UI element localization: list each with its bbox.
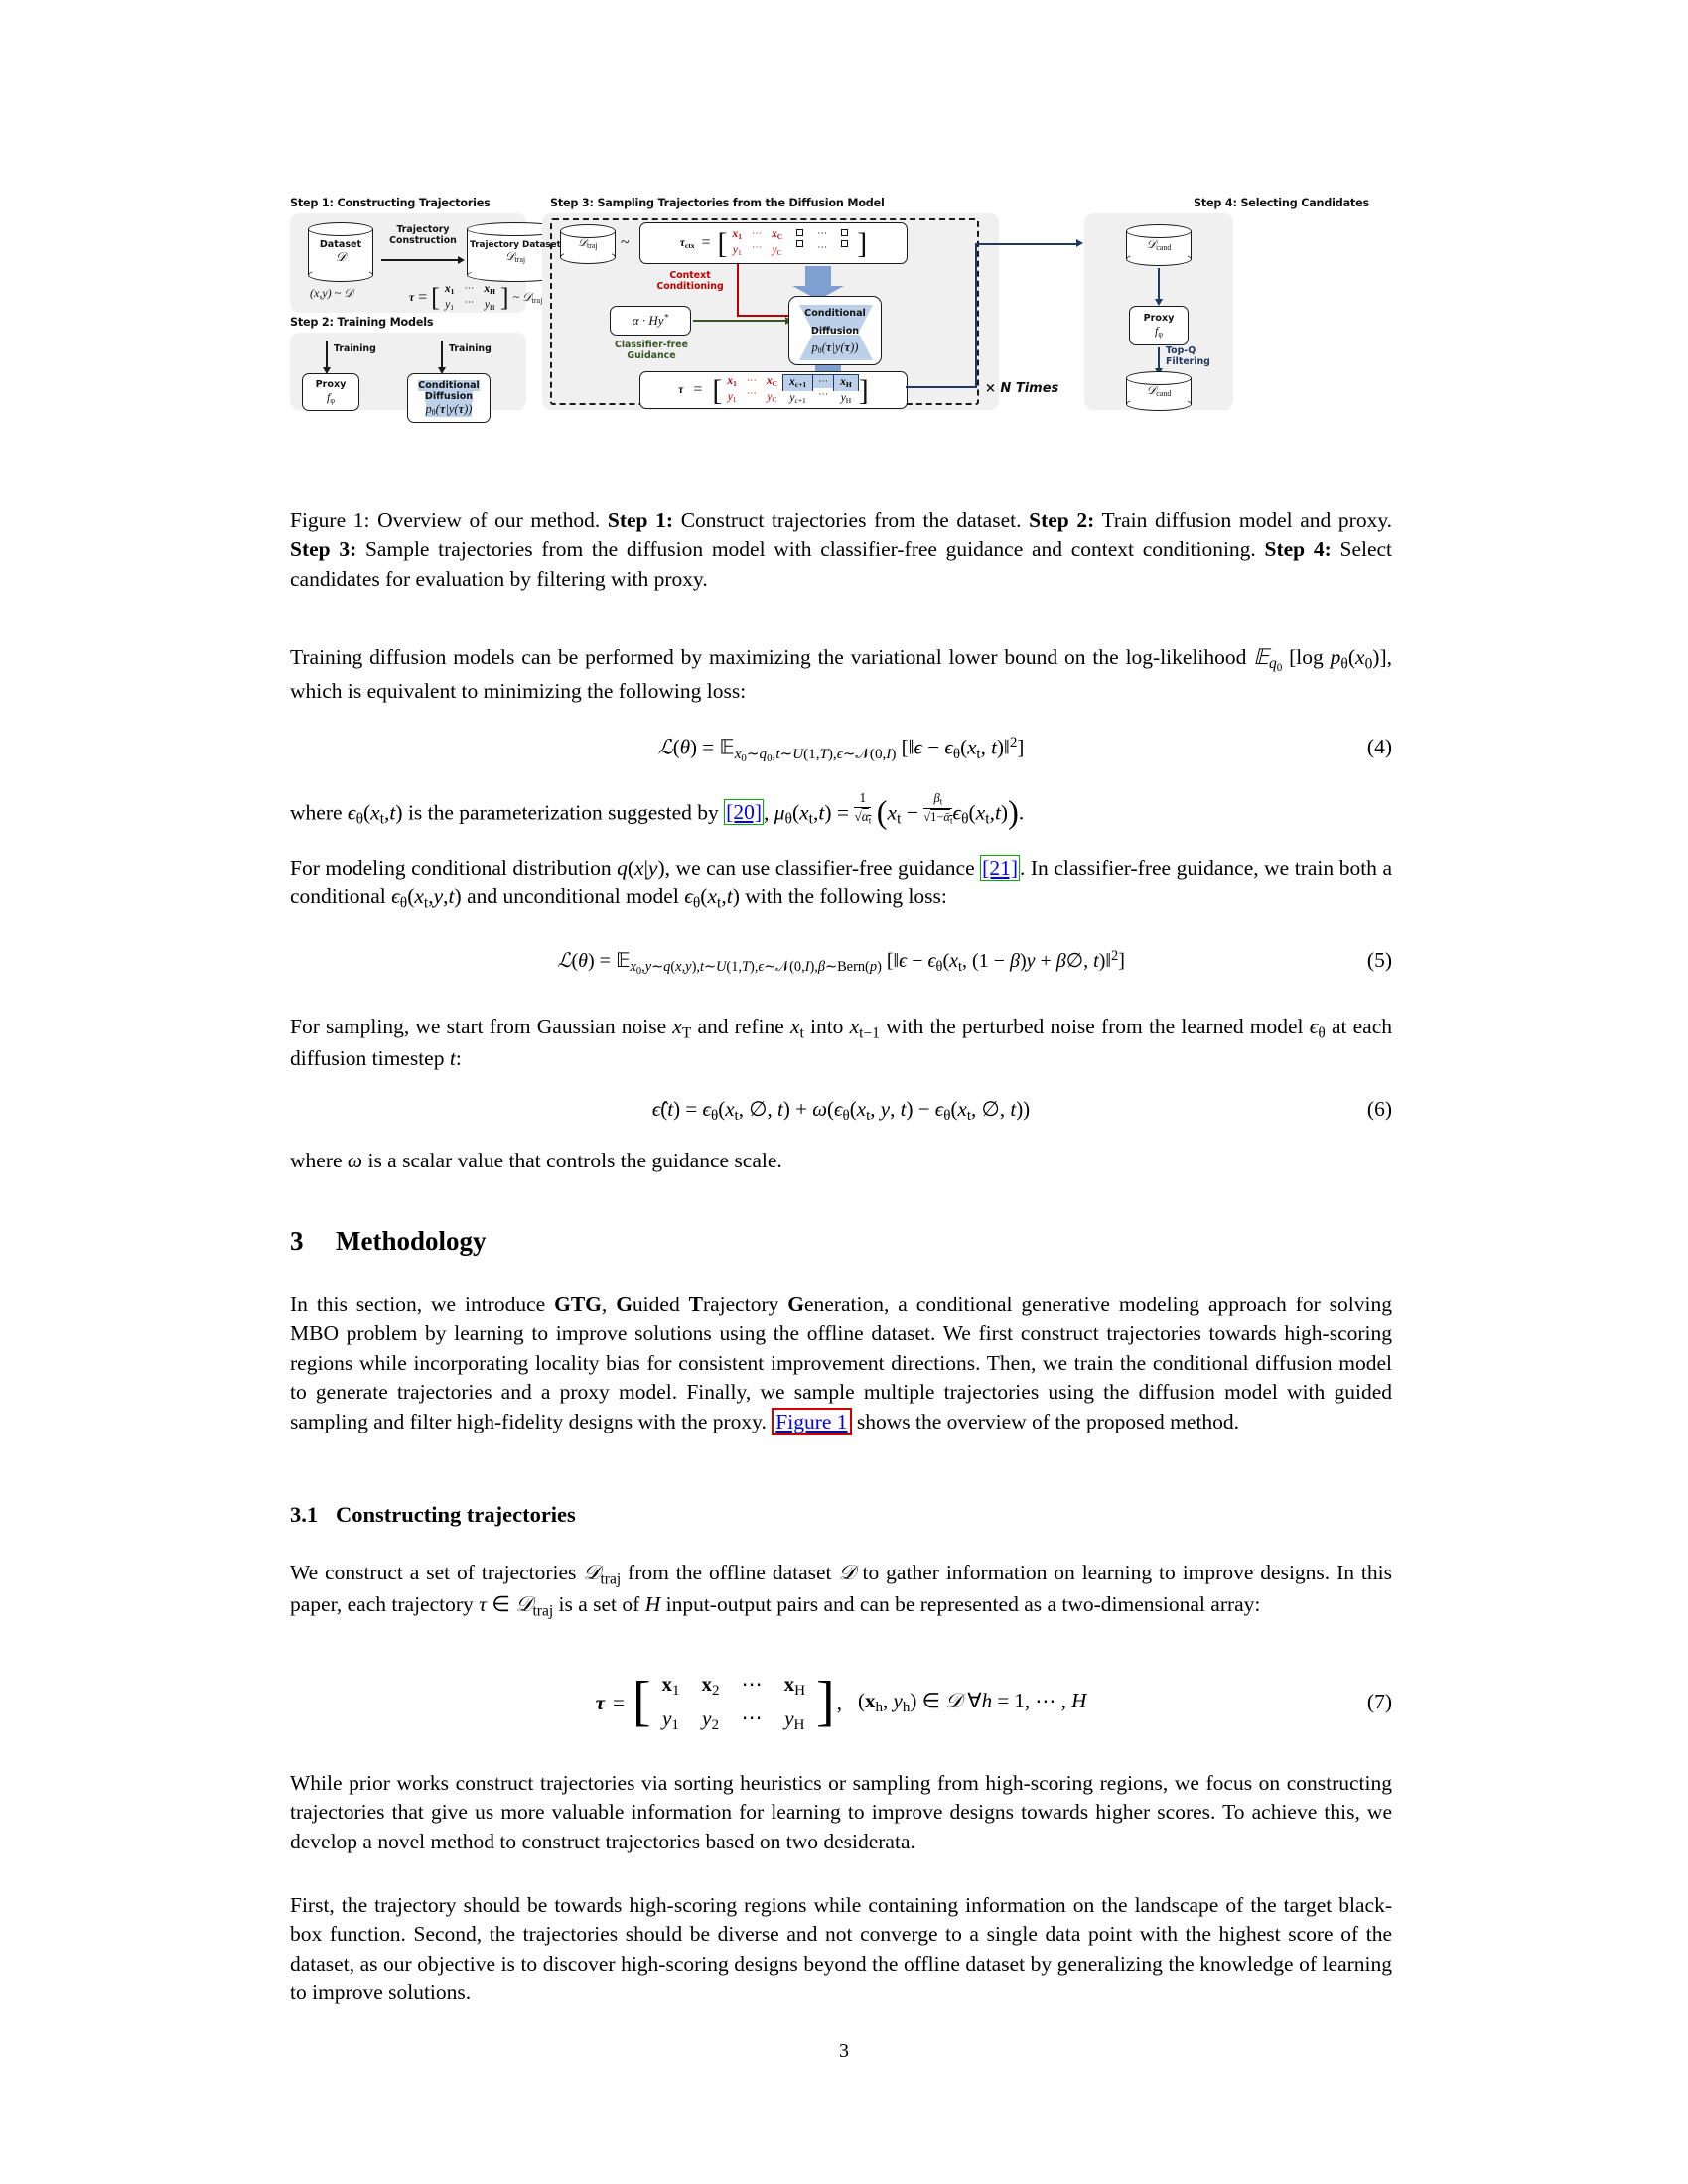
trajectory-dataset-label: Trajectory Dataset [470,239,561,250]
proxy-symbol-step2: $f_\varphi$ [327,390,335,405]
trajectory-dataset-symbol: 𝒟$_{traj}$ [504,248,526,264]
gtg-g2: G [787,1293,804,1316]
s3-p1-b: , [601,1293,617,1316]
caption-step2-text: Train diffusion model and proxy. [1101,508,1393,532]
gtg-rajectory: rajectory [702,1293,788,1316]
p1-part-a: Training diffusion models can be performed by maximizing the variational lower bound on the log-likelihood [290,645,1254,669]
aggregate-arrowhead [1076,239,1083,247]
proxy-symbol-step4: $f_\varphi$ [1155,324,1163,339]
proxy-box-step4 [1129,306,1189,345]
equation-4: ℒ(θ) = 𝔼$_{x_0\sim q_0,t\sim U(1,T),\epsilon\sim 𝒩(0,I)}$ [‖ϵ − $\epsilon_\theta(x_t$, t)‖$^2$] (4) [657,735,1392,764]
caption-step3-bold: Step 3: [290,537,357,562]
equation-7: τ = [ $x_1$ $y_1$ $x_2$ $y_2$ ⋯ ⋯ $x_H$ $y_H$ ] , ($x_h$, $y_h$) ∈ 𝒟 ∀h = 1, ⋯ , H (7) [595,1671,1392,1734]
aggregate-line-v [975,243,977,388]
gtg-uided: uided [632,1293,689,1316]
equation-6: ϵ̂(t) = $\epsilon_\theta(x_t$, ∅, $t) + \omega(\epsilon_\theta(x_t$, y, $t) - \epsilon_\theta(x_t$, ∅, t)) (6) [651,1097,1392,1125]
figure-1-reference-link[interactable]: Figure 1 [772,1408,851,1435]
page-number: 3 [839,2040,849,2062]
s31-p1-e: is a set of [553,1591,645,1616]
s3-p1-a: In this section, we introduce [290,1293,555,1316]
tau-output-matrix-box: τ = [ x1 y1 ⋯ ⋯ xC yC xc+1 yc+1 ⋯ ⋯ xH yH ] [639,371,908,409]
section-3-title: Methodology [336,1226,487,1256]
p3-part-a: For modeling conditional distribution [290,856,618,880]
equation-5-number: (5) [1366,948,1392,972]
gtg-g1: G [616,1293,633,1316]
construction-arrow [381,259,459,261]
step3-title: Step 3: Sampling Trajectories from the Diffusion Model [550,197,885,209]
s31-p1-a: We construct a set of trajectories [290,1561,584,1584]
s31-p1-c: to gather information on learning to improve designs. In this paper, each trajectory [290,1561,1392,1616]
trajectory-construction-label: Trajectory Construction [389,224,457,247]
paragraph-prior-works: While prior works construct trajectories via sorting heuristics or sampling from high-scoring regions, we focus on constructing trajectories that give us more valuable information for learning to improve designs towards higher scores. To achieve this, we develop a novel method to construct trajectories based on two desiderata. [290,1771,1392,1853]
context-conditioning-line-v [737,264,739,316]
equation-6-number: (6) [1366,1097,1392,1121]
training-label-right: Training [449,343,492,354]
proxy-box-step2 [302,373,359,411]
paragraph-parameterization: where $\epsilon_\theta(x_t,t)$ is the parameterization suggested by [20], $\mu_\theta(x_t,t)$ = $\frac{1}{√\alpha_t}$ ($x_t$ − $\frac{\beta_t}{√1-ᾱ_t}$ $\epsilon_\theta(x_t,t)$). [290,790,1025,831]
context-conditioning-label: Context Conditioning [656,270,724,293]
gtg-t: T [688,1293,703,1316]
candidate-cylinder-bottom [1126,371,1192,411]
proxy-label-step2: Proxy [315,379,347,390]
section-3-1-heading [290,1502,1392,1528]
gtg-eneration: eneration [804,1293,884,1316]
caption-step1-text: Construct trajectories from the dataset. [680,508,1022,532]
training-label-left: Training [334,343,376,354]
candidate-top-symbol: 𝒟$_{cand}$ [1146,236,1172,252]
aggregate-line-h1 [906,386,977,388]
candidate-bottom-symbol: 𝒟$_{cand}$ [1146,382,1172,398]
p2-part-a: where [290,800,348,825]
paragraph-guidance-scale: where ω is a scalar value that controls the guidance scale. [290,1149,782,1172]
caption-label: Figure 1: [290,508,370,532]
conditional-diffusion-box-step3 [788,296,882,365]
aggregate-samples-label [985,254,1060,265]
citation-20[interactable]: [20] [726,800,762,825]
caption-step2-bold: Step 2: [1029,508,1095,532]
figure-1-diagram [290,197,1392,489]
context-conditioning-line-h [737,315,790,317]
paragraph-desiderata: First, the trajectory should be towards high-scoring regions while containing information on the landscape of the target black-box function. Second, the trajectories should be diverse and not converge to a single data point with the highest score of the dataset, as our objective is to discover high-scoring designs beyond the offline dataset by generalizing the knowledge of learning to improve solutions. [290,1893,1392,2005]
p1-part-b: , which is equivalent to minimizing the following loss: [290,645,1392,703]
s3-p1-c: , a conditional generative modeling approach for solving MBO problem by learning to improve solutions using the offline dataset. We first construct trajectories towards high-scoring regions while incorporating locality bias for consistent improvement directions. Then, we train the conditional diffusion model to generate trajectories and a proxy model. Finally, we sample multiple trajectories using the diffusion model with guided sampling and filter high-fidelity designs with the proxy. [290,1293,1392,1433]
equation-5: ℒ(θ) = 𝔼$_{x_0,y\sim q(x,y),t\sim U(1,T),\epsilon\sim 𝒩(0,I),\beta\sim Bern(p)}$ [‖ϵ − $\epsilon_\theta(x_t$, (1 − β)y + β∅, t)‖$^2$] (5) [557,948,1392,978]
n-times-label: × N Times [985,381,1059,396]
caption-step4-bold: Step 4: [1264,537,1332,562]
paragraph-classifier-free: For modeling conditional distribution q(x|y), we can use classifier-free guidance [21]. In classifier-free guidance, we train both a conditional $\epsilon_\theta(x_t,y,t)$ and unconditional model $\epsilon_\theta(x_t,t)$ with the following loss: [290,856,1393,912]
guidance-expression-box [610,306,691,336]
training-arrow-left [326,341,328,368]
paragraph-constructing-trajectories: We construct a set of trajectories 𝒟$_{traj}$ from the offline dataset 𝒟 to gather information on learning to improve designs. In this paper, each trajectory τ ∈ 𝒟$_{traj}$ is a set of H input-output pairs and can be represented as a two-dimensional array: [290,1561,1392,1619]
p3-part-b: , we can use classifier-free guidance [664,856,981,880]
trajectory-source-cylinder [560,224,616,264]
aggregate-line-h2 [975,243,1078,245]
section-3-number: 3 [290,1226,304,1256]
gtg-acronym: GTG [554,1293,602,1316]
classifier-free-guidance-label: Classifier-free Guidance [614,340,689,362]
proxy-label-step4: Proxy [1143,313,1175,324]
equation-7-number: (7) [1366,1690,1392,1713]
dataset-symbol: 𝒟 [335,249,347,265]
s31-p1-H: H [644,1591,661,1616]
paragraph-sampling: For sampling, we start from Gaussian noise $x_T$ and refine $x_t$ into $x_{t-1}$ with the perturbed noise from the learned model $\epsilon_\theta$ at each diffusion timestep t: [290,1015,1393,1070]
caption-step3-text: Sample trajectories from the diffusion model with classifier-free guidance and context conditioning. [364,537,1256,562]
dataset-cylinder [308,222,373,282]
tau-ctx-matrix-box: τctx = [ x1 y1 ⋯ ⋯ xC yC ⋯ ⋯ ] [639,222,908,264]
trajectory-sampling-expr: τ = [ x1 y1 ⋯ ⋯ xH yH ] ~ 𝒟$_{traj}$ [409,282,543,312]
caption-step4-text: Select candidates for evaluation by filtering with proxy. [290,537,1393,591]
section-3-heading [290,1226,1392,1257]
cond-diffusion-label-l1-step3: Conditional [804,308,866,319]
section-3-1-number: 3.1 [290,1502,319,1527]
trajectory-dataset-cylinder [467,222,564,282]
cond-diffusion-label-l2-step3: Diffusion [810,326,860,337]
citation-21[interactable]: [21] [982,856,1018,880]
dataset-label: Dataset [319,239,362,251]
training-arrow-right [441,341,443,368]
guidance-expression: α · Hy* [632,313,669,328]
cond-diffusion-formula-step3: $p_\theta(\tau|y(\tau))$ [811,341,859,355]
cond-diffusion-formula-step2: $p_\theta(\tau|y(\tau))$ [425,401,473,417]
dataset-sampling-expr: (x,y) ~ 𝒟 [310,286,353,300]
cond-diffusion-label-l2-step2: Diffusion [424,390,474,402]
figure-caption [290,506,1392,594]
p3-part-e: with the following loss: [739,885,947,909]
cond-diffusion-label-l1-step2: Conditional [418,379,480,391]
diffusion-input-arrow [805,266,831,288]
guidance-line [693,320,786,322]
p3-part-c: . In classifier-free guidance, we train both a conditional [290,856,1393,909]
step4-arrow-1 [1158,268,1160,302]
section-3-1-title: Constructing trajectories [336,1502,576,1527]
s31-p1-b: from the offline dataset [621,1561,839,1584]
s3-p1-d: shows the overview of the proposed method. [851,1409,1240,1433]
step2-title: Step 2: Training Models [290,316,434,329]
step4-title: Step 4: Selecting Candidates [1194,197,1369,209]
step4-arrowhead-1 [1155,299,1163,306]
caption-step1-bold: Step 1: [607,508,674,532]
s31-p1-f: input-output pairs and can be represented as a two-dimensional array: [660,1591,1261,1616]
trajectory-source-symbol: 𝒟$_{traj}$ [578,237,598,251]
topq-filtering-label: Top-Q Filtering [1166,345,1210,368]
step1-title: Step 1: Constructing Trajectories [290,197,491,209]
p3-part-d: and unconditional model [461,885,685,909]
conditional-diffusion-box-step2 [407,373,491,423]
caption-intro: Overview of our method. [377,508,601,532]
candidate-cylinder-top [1126,224,1192,266]
tilde-symbol: ~ [621,234,630,251]
equation-4-number: (4) [1366,735,1392,758]
paragraph-methodology-intro [290,1291,1392,1436]
p2-part-b: is the parameterization suggested by [402,800,725,825]
paragraph-training-diffusion: Training diffusion models can be performed by maximizing the variational lower bound on the log-likelihood 𝔼$_{q_0}$ [log $p_\theta(x_0)$], which is equivalent to minimizing the following loss: [290,645,1392,703]
